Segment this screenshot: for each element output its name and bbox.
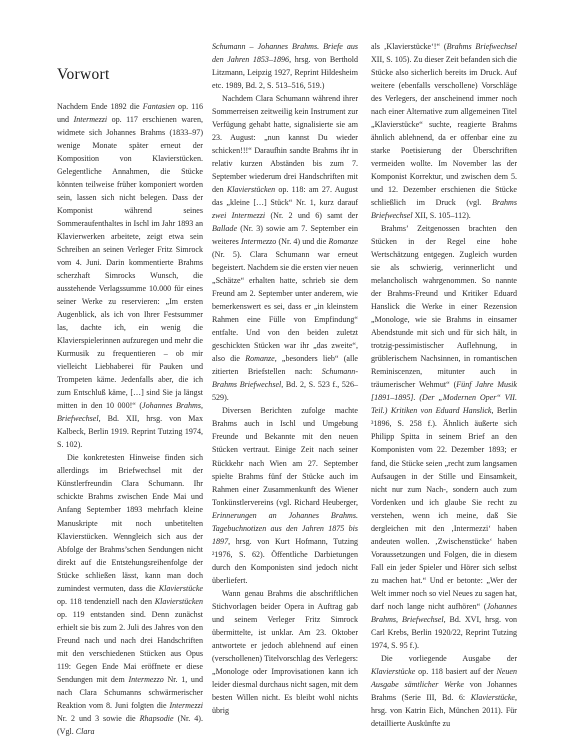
text-run: op. 118: am 27. August das „kleine […] Stück“ Nr. 1, kurz darauf	[212, 185, 358, 208]
text-run: (Nr. 4) und die	[276, 237, 329, 247]
text-column-2	[212, 40, 358, 717]
text-run: als ‚Klavierstücke‘!“ (	[371, 42, 447, 51]
text-run: , hrsg. von Katrin Eich, München 2011). Für detaillierte Auskünfte zu	[371, 692, 517, 728]
paragraph	[212, 92, 358, 404]
italic-text: Intermezzi	[73, 115, 108, 125]
text-run: Die konkretesten Hinweise finden sich allerdings im Briefwechsel mit der Künstlerfreundin Clara Schumann. Ihr schickte Brahms zwischen Ende Mai und Anfang September 1893 mehrfach kleine Manuskripte mit noch unbetitelten Klavierstücken. Wenngleich sich aus der Abfolge der Brahms’schen Sendungen nicht direkt auf die Entstehungsreihenfolge der Stücke schließen lässt, kann man doch zumindest vermuten, dass die	[57, 453, 203, 593]
paragraph	[371, 222, 517, 652]
text-run: op. 118 basiert auf der	[415, 666, 497, 676]
paragraph	[57, 100, 203, 451]
text-run: (Nr. 4). (Vgl.	[57, 713, 203, 736]
text-run: XII, S. 105). Zu dieser Zeit befanden sich die Stücke also sicherlich bereits im Druck. Auf weitere (ebenfalls verschollene) Vorschläge des Verlegers, der anscheinend immer noch nach einer Alternative zum allgemeinen Titel „Klavierstücke“ suchte, reagierte Brahms ähnlich ablehnend, da er offenbar eine zu starke Poetisierung der Überschriften vermeiden wollte. Im November las der Komponist Korrektur, und zwischen dem 5. und 12. Dezember erschienen die Stücke schließlich im Druck (vgl.	[371, 55, 517, 208]
text-run: Nachdem Clara Schumann während ihrer Sommerreisen zeitweilig kein Instrument zur Verfügung gehabt hatte, signalisierte sie am 23. August: „nun kannst Du wieder schicken!!!“ Daraufhin sandte Brahms ihr in relativ kurzen Abständen bis zum 7. September wiederum drei Handschriften mit den	[212, 94, 358, 195]
text-run: (Nr. 5). Clara Schumann war erneut begeistert. Nachdem sie die ersten vier neuen „Schätze“ erhalten hatte, schrieb sie dem Freund am 2. September unter anderem, wie bemerkenswert es sei, dass er „in kleinstem Rahmen eine Fülle von Empfindung“ entfalte. Und von den beiden zuletzt geschickten Stücken war ihr „das zweite“, also die	[212, 250, 358, 364]
text-run: Nr. 1, und nach Clara Schumanns schwärmerischer Reaktion vom 8. Juni folgten die	[57, 674, 203, 710]
paragraph	[57, 451, 203, 737]
paragraph	[371, 652, 517, 730]
text-run: op. 119 entstanden sind. Denn zunächst erhielt sie bis zum 2. Juli des Jahres von den Freund nach und nach drei Handschriften mit den verschiedenen Stücken aus Opus 119: Gegen Ende Mai eröffnete er diese Sendungen mit dem	[57, 609, 203, 684]
text-run: (Nr. 2 und 6) samt der	[265, 211, 358, 221]
italic-text: Romanze	[328, 237, 358, 247]
text-run: , Bd. XII, hrsg. von Max Kalbeck, Berlin 1919. Reprint Tutzing 1974, S. 102).	[57, 414, 203, 450]
italic-text: Rhapsodie	[139, 713, 174, 723]
italic-text: Erinnerungen an Johannes Brahms. Tagebuchnotizen aus den Jahren 1875 bis 1897	[212, 510, 358, 546]
text-run: , hrsg. von Kurt Hofmann, Tutzing ²1976, S. 62). Öffentliche Darbietungen durch den Komponisten sind jedoch nicht überliefert.	[212, 536, 358, 585]
italic-text: Brahms Briefwechsel	[446, 42, 517, 51]
text-run: , Berlin ³1896, S. 258 f.). Ähnlich äußerte sich Philipp Spitta in seinem Brief an den Komponisten vom 22. Dezember 1893; er fand, die Stücke seien „recht zum langsamen Aufsaugen in der Stille und Einsamkeit, nicht nur zum Nach-, sondern auch zum Vordenken und ich glaube Sie recht zu verstehen, wenn ich meine, daß Sie dergleichen mit den ‚Intermezzi‘ haben andeuten wollen. ‚Zwischenstücke‘ haben Voraussetzungen und Folgen, die in diesem Fall ein jeder Spieler und Hörer sich selbst zu machen hat.“ Und er betonte: „Wer der Welt immer noch so viel Neues zu sagen hat, darf noch lange nicht aufhören“ (	[371, 406, 517, 611]
italic-text: Clara	[75, 726, 95, 736]
italic-text: Intermezzo	[128, 674, 164, 684]
text-run: Brahms’ Zeitgenossen brachten den Stücken in der Regel eine hohe Wertschätzung entgegen. Zugleich wurden sie als schwierig, verinnerlicht und melancholisch wahrgenommen. So nannte der Brahms-Freund und Kritiker Eduard Hanslick die Werke in einer Rezension „Monologe, wie sie Brahms in einsamer Abendstunde mit sich und für sich hält, in trotzig-pessimistischer Auflehnung, in grüblerischem Nachsinnen, in romantischen Reminiscenzen, mitunter auch in träumerischer Wehmut“ (	[371, 224, 517, 390]
italic-text: Klavierstücke	[158, 583, 203, 593]
text-run: , Bd. XVI, hrsg. von Carl Krebs, Berlin 1920/22, Reprint Tutzing 1974, S. 95 f.).	[371, 614, 518, 650]
italic-text: Klavierstücke	[371, 666, 416, 676]
text-run: Die vorliegende Ausgabe der	[381, 653, 517, 663]
italic-text: Brahms Briefwechsel	[371, 198, 517, 221]
italic-text: Fantasien	[142, 102, 175, 111]
italic-text: Ballade	[212, 224, 238, 234]
italic-text: zwei Intermezzi	[212, 211, 266, 221]
text-run: Nachdem Ende 1892 die	[57, 102, 143, 111]
text-run: , hrsg. von Berthold Litzmann, Leipzig 1927, Reprint Hildesheim etc. 1989, Bd. 2, S. 513–516, 519.)	[212, 55, 358, 91]
text-run: op. 117 erschienen waren, widmete sich Johannes Brahms (1833–97) wenige Monate später erneut der Komposition von Klavierstücken. Gelegentliche Annahmen, die Stücke könnten teilweise früher komponiert worden sein, lassen sich nicht belegen. Dass der Komponist während seines Sommeraufenthaltes in Ischl im Jahr 1893 an Klavierwerken arbeitete, zeigt etwa sein Schreiben an seinen Verleger Fritz Simrock vom 4. Juni. Darin kommentierte Brahms scherzhaft Simrocks Wunsch, die ausstehende Verlagssumme 10.000 für eines seiner Werke zu reservieren: „Im ersten Augenblick, als ich von Ihrer Festsummer las, dachte ich, ein wenig die Klavierspielerinnen aufzuregen und mehr die Kurmusik zu frequentieren – ob mir vielleicht Liebhaberei für Pauken und Trompeten käme. Jedenfalls aber, die ich zum Entschluß käme, […] sind Sie ja längst mitten in den 10 000!“ (	[57, 115, 203, 411]
italic-text: Intermezzo	[240, 237, 277, 247]
italic-text: Klavierstücke	[470, 692, 515, 702]
italic-text: Intermezzi	[169, 700, 203, 710]
paragraph	[212, 404, 358, 586]
paragraph	[212, 40, 358, 92]
italic-text: Neuen Ausgabe sämtlicher Werke	[371, 666, 517, 689]
text-run: op. 118 tendenziell nach den	[57, 596, 155, 606]
text-run: Nr. 2 und 3 sowie die	[57, 713, 140, 723]
italic-text: Romanze	[245, 354, 275, 364]
text-run: Diversen Berichten zufolge machte Brahms auch in Ischl und Umgebung Freunde und Bekannte mit den neuen Stücken vertraut. Einige Zeit nach seiner Rückkehr nach Wien am 27. September spielte Brahms fünf der Stücke auch im Rahmen einer Zusammenkunft des Wiener Tonkünstlervereins (vgl. Richard Heuberger,	[212, 406, 358, 507]
italic-text: Schumann – Johannes Brahms. Briefe aus den Jahren 1853–1896	[212, 42, 358, 65]
text-run: von Johannes Brahms (Serie III, Bd. 6:	[371, 679, 517, 702]
text-column-3	[371, 40, 517, 730]
text-run: op. 116 und	[57, 102, 203, 125]
text-run: XII, S. 105–112).	[412, 211, 471, 221]
text-run: , „besonders lieb“ (alle zitierten Briefstellen nach:	[212, 354, 358, 377]
page-title: Vorwort	[57, 66, 110, 83]
italic-text: Johannes Brahms, Briefwechsel	[57, 401, 203, 424]
text-run: Wann genau Brahms die abschriftlichen Stichvorlagen beider Opera in Auftrag gab und seinem Verleger Fritz Simrock übermittelte, ist unklar. Am 23. Oktober antwortete er jedoch ablehnend auf einen (verschollenen) Titelvorschlag des Verlegers: „Monologe oder Improvisationen kann ich leider diesmal durchaus nicht sagen, mit dem besten Willen nicht. Es bleibt wohl nichts übrig	[212, 588, 358, 715]
text-run: , Bd. 2, S. 523 f., 526–529).	[212, 380, 358, 403]
italic-text: Fünf Jahre Musik [1891–1895]. (Der „Modernen Oper“ VII. Teil.) Kritiken von Eduard Hanslick	[371, 380, 517, 416]
paragraph	[371, 40, 517, 222]
text-run: (Nr. 3) sowie am 7. September ein weiteres	[212, 224, 358, 247]
text-column-1	[57, 100, 203, 738]
italic-text: Schumann-Brahms Briefwechsel	[212, 367, 358, 390]
italic-text: Johannes Brahms, Briefwechsel	[371, 601, 517, 624]
paragraph	[212, 587, 358, 717]
italic-text: Klavierstücken	[226, 185, 276, 195]
italic-text: Klavierstücken	[154, 596, 203, 606]
